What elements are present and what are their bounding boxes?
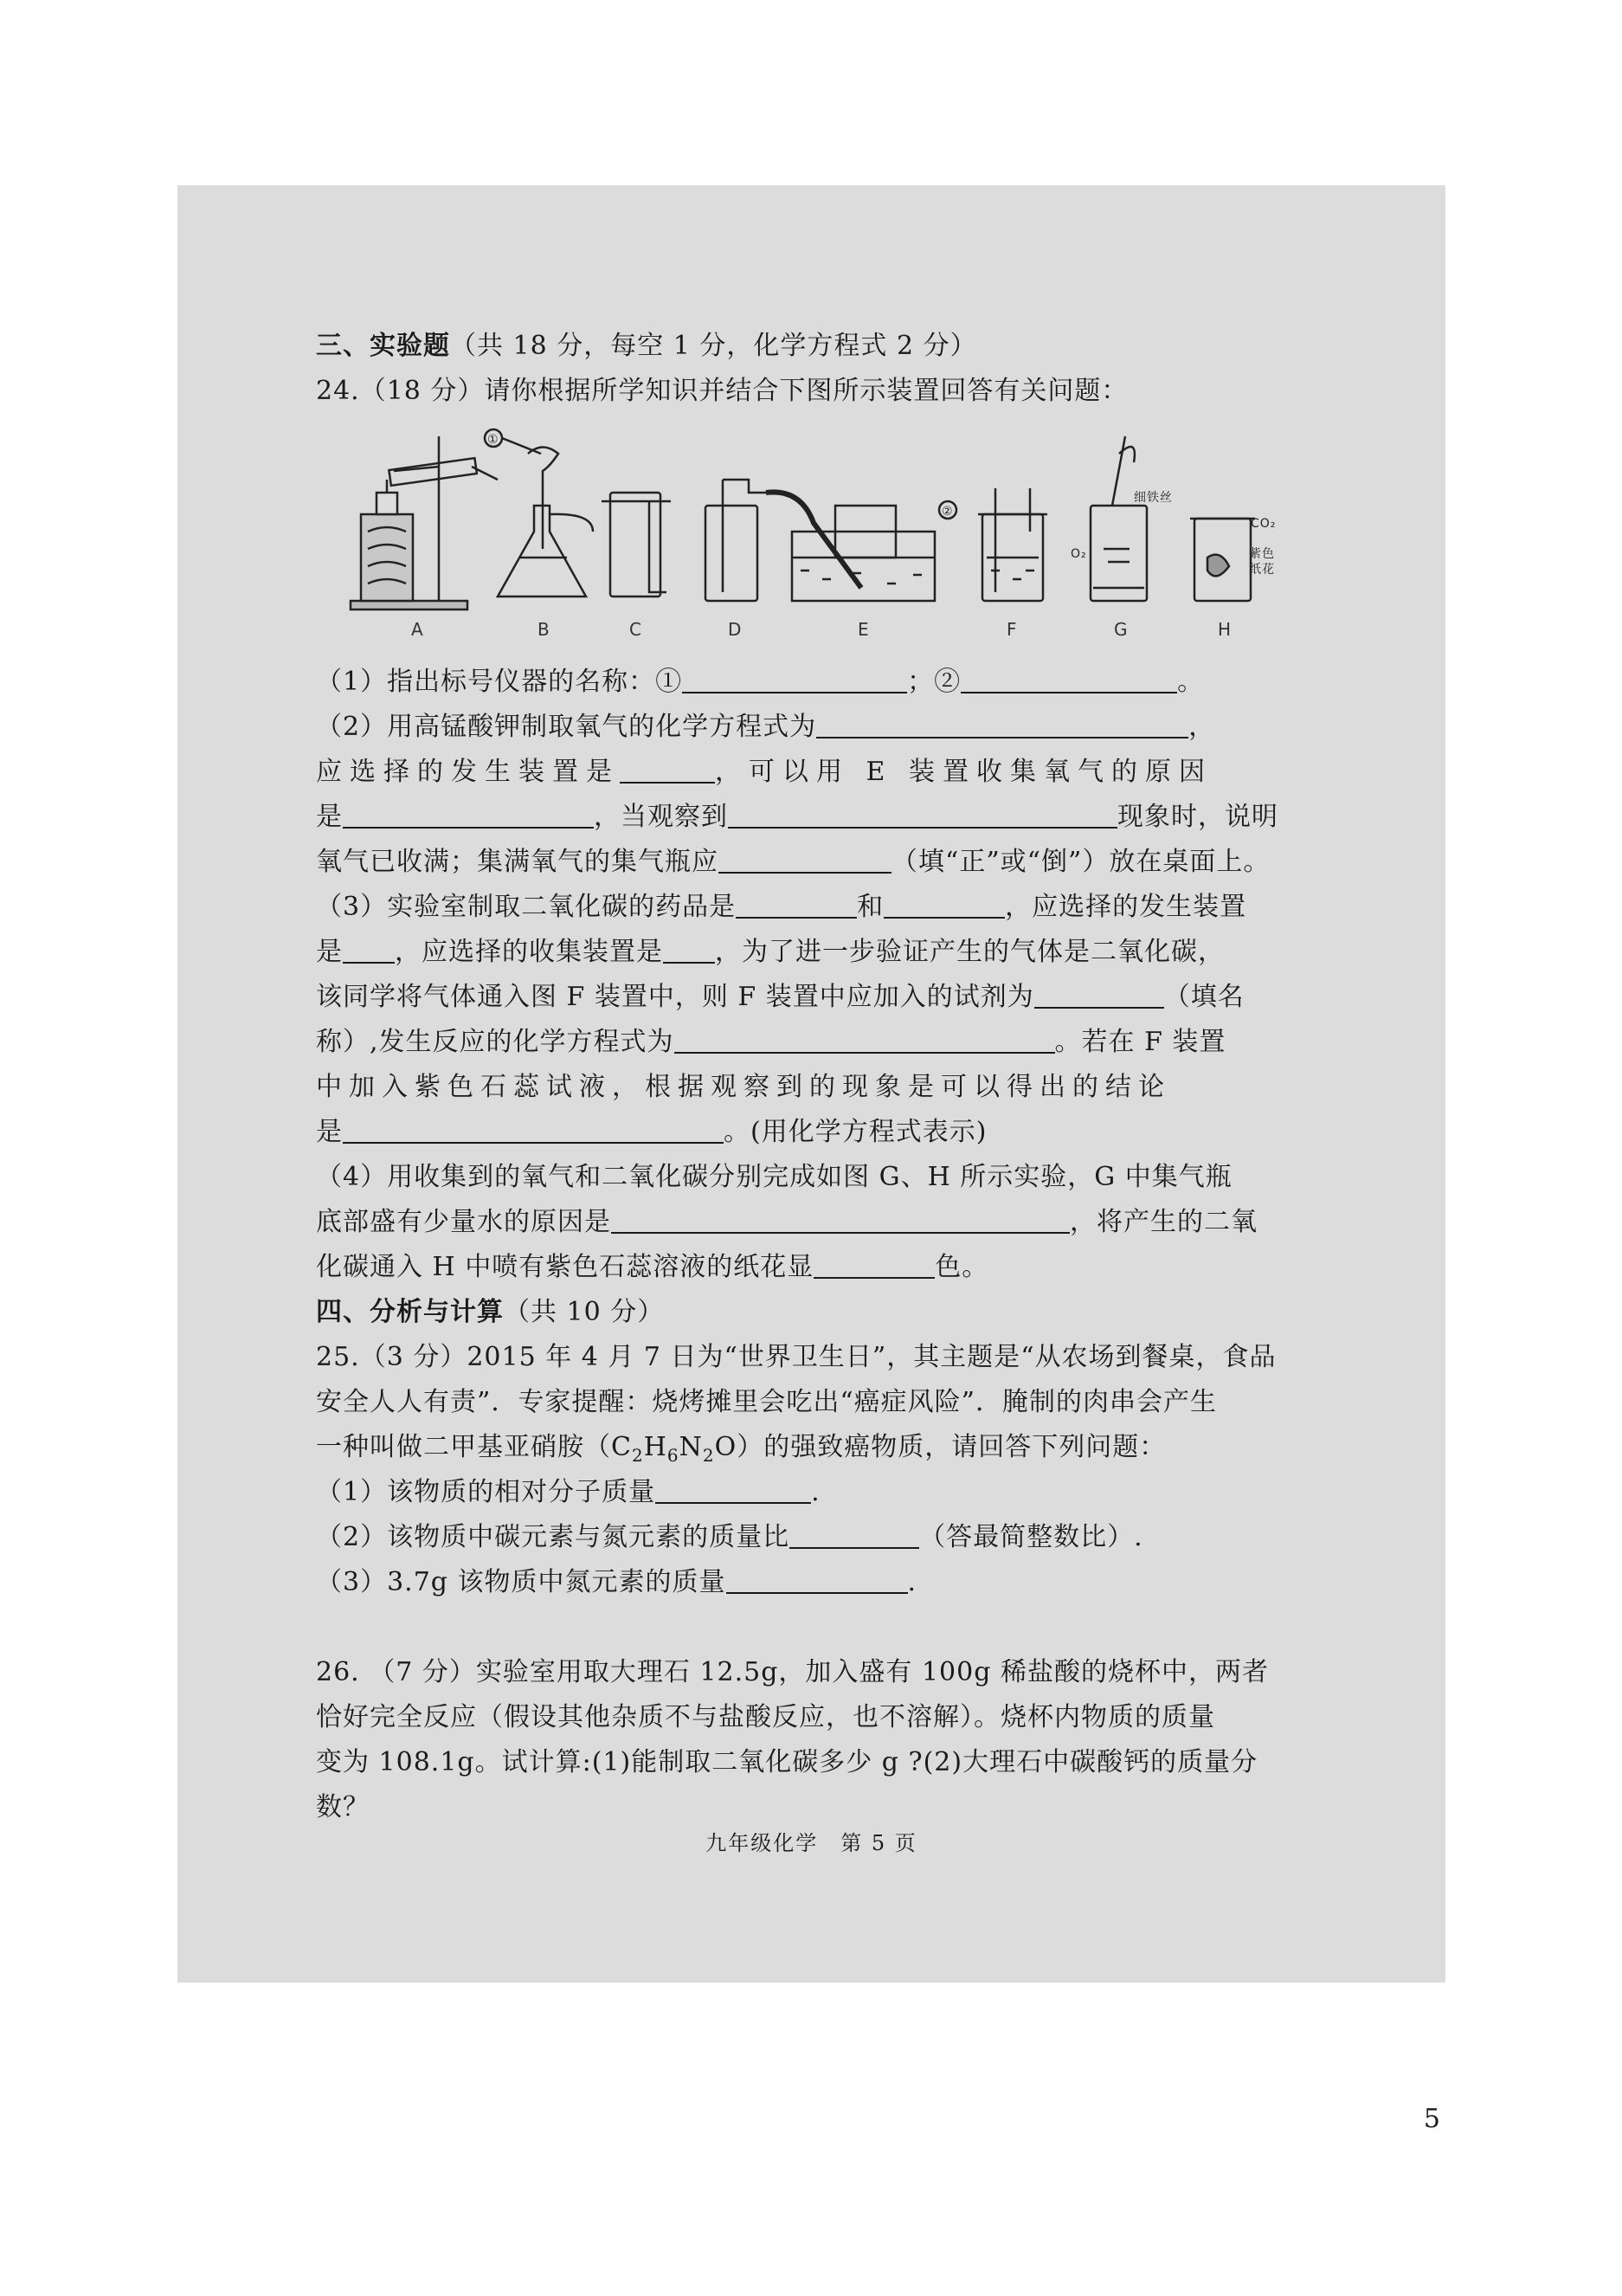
q25-s3-text-a: （3）3.7g 该物质中氮元素的质量 (316, 1567, 726, 1597)
q25-s2-text-b: （答最简整数比）. (919, 1522, 1143, 1552)
q24-p3-l2-text-c: ，为了进一步验证产生的气体是二氧化碳， (715, 937, 1225, 967)
q25-l3-text-a: 一种叫做二甲基亚硝胺（C (316, 1432, 632, 1462)
q25-sub-2: 6 (666, 1445, 679, 1466)
q25-s1-text-b: . (811, 1477, 821, 1507)
answer-blank-6[interactable] (728, 801, 1117, 829)
q25-line1: 25.（3 分）2015 年 4 月 7 日为“世界卫生日”，其主题是“从农场到餐桌，食品 (316, 1342, 1277, 1372)
answer-blank-2[interactable] (961, 666, 1177, 693)
page-number: 5 (1423, 2104, 1440, 2134)
scanned-page (177, 185, 1445, 1983)
purple-label: 紫色 (1249, 547, 1275, 561)
q24-p2-l3-text-a: 是 (316, 802, 343, 832)
exam-content (316, 324, 1311, 1830)
q25-l3-text-d: O）的强致癌物质，请回答下列问题： (714, 1432, 1167, 1462)
q24-p2-l4-text-a: 氧气已收满；集满氧气的集气瓶应 (316, 847, 718, 877)
q24-p4-l3-text-b: 色。 (935, 1252, 989, 1282)
q24-p3-l1-text-a: （3）实验室制取二氧化碳的药品是 (316, 892, 737, 922)
page-footer: 九年级化学 第 5 页 (705, 1831, 917, 1855)
apparatus-b (485, 429, 593, 597)
q24-part3-line2 (316, 930, 1311, 975)
apparatus-g (1091, 436, 1147, 601)
q26-line4: 数？ (316, 1792, 370, 1822)
answer-blank-4[interactable] (620, 756, 715, 784)
q24-part3-line3 (316, 975, 1311, 1020)
section3-title: 三、实验题 (316, 331, 450, 361)
label-g: G (1114, 619, 1129, 640)
apparatus-d (705, 480, 766, 601)
label-f: F (1007, 619, 1018, 640)
q24-part2-line1 (316, 705, 1311, 750)
q25-sub3 (316, 1560, 1311, 1605)
answer-blank-10[interactable] (343, 936, 395, 964)
apparatus-h (1190, 519, 1255, 601)
q24-part3-line1 (316, 885, 1311, 930)
q26-line3: 变为 108.1g。试计算:(1)能制取二氧化碳多少 g ?(2)大理石中碳酸钙的质量分 (316, 1747, 1258, 1777)
q24-part1 (316, 660, 1311, 705)
answer-blank-11[interactable] (663, 936, 715, 964)
label-b: B (537, 619, 550, 640)
q24-part2-line4 (316, 840, 1311, 885)
q24-p4-l2-text-a: 底部盛有少量水的原因是 (316, 1207, 611, 1237)
q24-p3-l4-text-a: 称）,发生反应的化学方程式为 (316, 1027, 674, 1057)
q24-p2-l3-text-b: ，当观察到 (594, 802, 728, 832)
q24-part2-line2 (316, 750, 1311, 795)
label-c: C (629, 619, 642, 640)
answer-blank-1[interactable] (682, 666, 907, 693)
iron-wire-label: 细铁丝 (1134, 491, 1173, 505)
section3-heading (316, 324, 1311, 369)
q25-l3-text-b: H (643, 1432, 667, 1462)
apparatus-figure (316, 419, 1311, 646)
section3-note: （共 18 分，每空 1 分，化学方程式 2 分） (450, 331, 977, 361)
spacer (316, 1605, 1311, 1650)
q25-sub2 (316, 1515, 1311, 1560)
q24-stem: 24.（18 分）请你根据所学知识并结合下图所示装置回答有关问题： (316, 376, 1129, 406)
q24-p2-l3-text-c: 现象时，说明 (1117, 802, 1278, 832)
co2-label: CO₂ (1251, 517, 1277, 531)
q24-p1-text-a: （1）指出标号仪器的名称：① (316, 667, 683, 697)
q24-p2-text-b: ， (1188, 712, 1216, 742)
section4-note: （共 10 分） (504, 1297, 665, 1327)
section4-heading (316, 1290, 1311, 1335)
apparatus-diagram (342, 419, 1285, 646)
section4-title: 四、分析与计算 (316, 1297, 504, 1327)
q24-p1-text-c: 。 (1177, 667, 1205, 697)
paper-flower-label: 纸花 (1249, 563, 1275, 577)
q24-part3-line5: 中加入紫色石蕊试液，根据观察到的现象是可以得出的结论 (316, 1072, 1171, 1102)
answer-blank-15[interactable] (611, 1206, 1070, 1234)
q25-sub-1: 2 (631, 1445, 644, 1466)
q24-p4-l2-text-b: ，将产生的二氧 (1070, 1207, 1258, 1237)
q25-s3-text-b: . (907, 1567, 917, 1597)
q25-s1-text-a: （1）该物质的相对分子质量 (316, 1477, 656, 1507)
answer-blank-16[interactable] (814, 1251, 935, 1279)
label-a: A (411, 619, 424, 640)
answer-blank-3[interactable] (816, 711, 1188, 738)
q24-p3-l2-text-b: ，应选择的收集装置是 (395, 937, 663, 967)
apparatus-c (602, 493, 671, 597)
q24-part4-line3 (316, 1245, 1311, 1290)
answer-blank-12[interactable] (1034, 981, 1164, 1009)
answer-blank-7[interactable] (718, 846, 891, 874)
q24-p4-l3-text-a: 化碳通入 H 中喷有紫色石蕊溶液的纸花显 (316, 1252, 814, 1282)
apparatus-f (978, 488, 1047, 601)
q24-part2-line3 (316, 795, 1311, 840)
q25-line3 (316, 1425, 1311, 1470)
q24-p2-text-a: （2）用高锰酸钾制取氧气的化学方程式为 (316, 712, 817, 742)
q24-part4-line1: （4）用收集到的氧气和二氧化碳分别完成如图 G、H 所示实验，G 中集气瓶 (316, 1162, 1233, 1192)
answer-blank-9[interactable] (884, 891, 1005, 919)
q25-sub1 (316, 1470, 1311, 1515)
q25-l3-text-c: N (679, 1432, 703, 1462)
answer-blank-18[interactable] (789, 1521, 919, 1549)
answer-blank-17[interactable] (655, 1476, 811, 1504)
q24-part3-line4 (316, 1020, 1311, 1065)
q24-p3-l3-text-b: （填名 (1163, 982, 1245, 1012)
q26-line1: 26. （7 分）实验室用取大理石 12.5g，加入盛有 100g 稀盐酸的烧杯中，两者 (316, 1657, 1269, 1687)
mark-2: ② (942, 505, 954, 519)
q26-line2: 恰好完全反应（假设其他杂质不与盐酸反应，也不溶解）。烧杯内物质的质量 (316, 1702, 1215, 1732)
q24-p3-l3-text-a: 该同学将气体通入图 F 装置中，则 F 装置中应加入的试剂为 (316, 982, 1034, 1012)
q24-part4-line2 (316, 1200, 1311, 1245)
answer-blank-8[interactable] (736, 891, 857, 919)
apparatus-a (351, 436, 498, 609)
q24-part3-line6 (316, 1110, 1311, 1155)
q24-p3-l6-text-a: 是 (316, 1117, 343, 1147)
q24-p3-l1-text-c: ，应选择的发生装置 (1005, 892, 1247, 922)
answer-blank-13[interactable] (674, 1026, 1055, 1054)
q24-p2-l2-text-a: 应选择的发生装置是 (316, 757, 620, 787)
o2-label: O₂ (1071, 547, 1087, 561)
answer-blank-19[interactable] (726, 1566, 908, 1594)
q24-p1-text-b: ；② (907, 667, 962, 697)
mark-1: ① (487, 433, 499, 447)
q25-sub-3: 2 (702, 1445, 715, 1466)
label-h: H (1218, 619, 1233, 640)
q25-s2-text-a: （2）该物质中碳元素与氮元素的质量比 (316, 1522, 790, 1552)
q24-p2-l2-text-b: ，可以用 E 装置收集氧气的原因 (715, 757, 1213, 787)
q25-line2: 安全人人有责”．专家提醒：烧烤摊里会吃出“癌症风险”．腌制的肉串会产生 (316, 1387, 1218, 1417)
q24-p3-l1-text-b: 和 (857, 892, 885, 922)
answer-blank-5[interactable] (343, 801, 594, 829)
answer-blank-14[interactable] (343, 1116, 724, 1144)
label-d: D (728, 619, 743, 640)
label-e: E (858, 619, 870, 640)
q24-p2-l4-text-b: （填“正”或“倒”）放在桌面上。 (891, 847, 1271, 877)
q24-p3-l6-text-b: 。(用化学方程式表示) (724, 1117, 988, 1147)
q24-p3-l2-text-a: 是 (316, 937, 343, 967)
q24-p3-l4-text-b: 。若在 F 装置 (1054, 1027, 1226, 1057)
apparatus-e (766, 492, 956, 601)
